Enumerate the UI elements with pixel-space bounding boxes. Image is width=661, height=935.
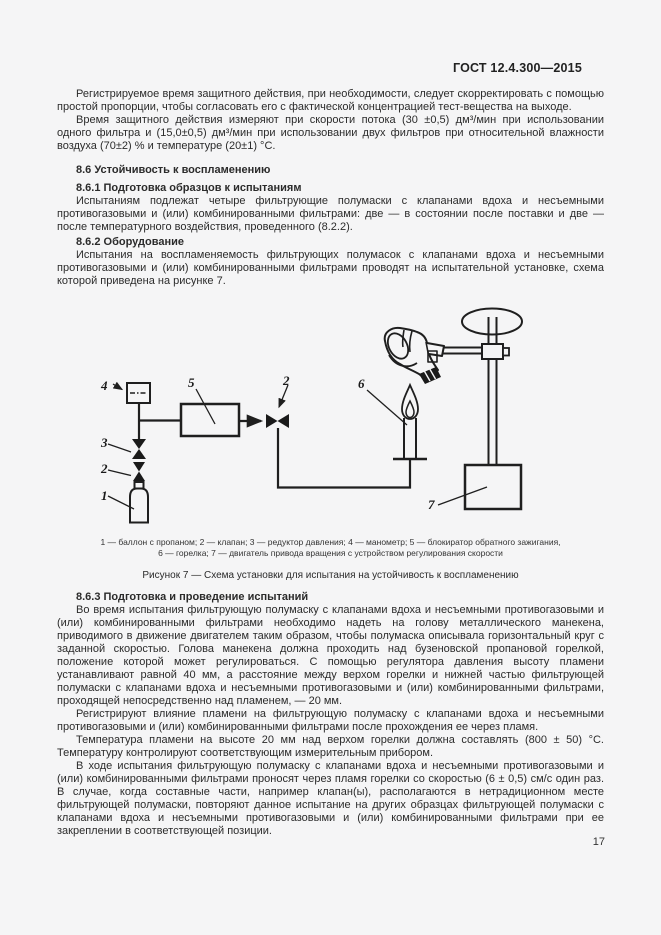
rotating-arm (443, 348, 482, 354)
figure-legend-line2: 6 — горелка; 7 — двигатель привода вращения с устройством регулирования скорости (158, 548, 503, 558)
figure-legend (57, 537, 604, 559)
figure-caption: Рисунок 7 — Схема установки для испытания на устойчивость к воспламенению (142, 570, 519, 581)
paragraph-test-procedure-3: В ходе испытания фильтрующую полумаску с клапанами вдоха и несъемными противогазовыми и (или) комбинированными фильтрами проносят через пламя горелки со скоростью (6 ± 0,5) см/с один раз. В случае, когда составные части, например клапан(ы), располагаются в нетрадиционном месте фильтрующей полумаски, повторяют данное испытание на других образцах фильтрующей полумаски с клапанами вдоха и несъемными противогазовыми и (или) комбинированными фильтрами при ее закреплении в соответствующей позиции. (57, 760, 604, 837)
pressure-reducer-symbol (132, 439, 146, 459)
paragraph-sample-preparation: Испытаниям подлежат четыре фильтрующие полумаски с клапанами вдоха и несъемными противогазовыми и (или) комбинированными фильтрами: две — в состоянии после поставки и две — после температурного воздействия, проведенного (8.2.2). (57, 195, 604, 233)
label-backfire-blocker: 5 (188, 375, 195, 390)
label-burner: 6 (358, 376, 365, 391)
paragraph-test-procedure-1: Во время испытания фильтрующую полумаску с клапанами вдоха и несъемными противогазовыми и (или) комбинированными фильтрами необходимо надеть на голову металлического манекена, приводимого в движение двигателем таким образом, чтобы полумаска описывала горизонтальный круг с заданной скоростью. Голова манекена должна проходить над бузеновской пропановой горелкой, положение которой может регулироваться. С помощью регулятора давления высоту пламени устанавливают равной 40 мм, а расстояние между верхом горелки и нижней частью фильтрующей полумаски с клапанами вдоха и несъемными противогазовыми и (или) комбинированными фильтрами, проходящей непосредственно над пламенем, — 20 мм. (57, 604, 604, 707)
half-mask-drawing (384, 328, 444, 384)
label-valve-left: 2 (101, 461, 108, 476)
valve-symbol-left (133, 462, 145, 481)
label-pressure-reducer: 3 (101, 435, 108, 450)
stand-shaft (489, 317, 497, 465)
paragraph-protective-time-correction: Регистрируемое время защитного действия, при необходимости, следует скорректировать с помощью простой пропорции, чтобы согласовать его с фактической концентрацией тест-вещества на выходе. (57, 88, 604, 113)
leader-lines (108, 384, 487, 509)
label-manometer: 4 (101, 378, 108, 393)
heading-8-6-1: 8.6.1 Подготовка образцов к испытаниям (76, 182, 302, 194)
label-valve-right: 2 (283, 373, 290, 388)
flammability-test-rig-diagram (95, 298, 545, 533)
figure-7 (57, 298, 604, 582)
figure-legend-line1: 1 — баллон с пропаном; 2 — клапан; 3 — редуктор давления; 4 — манометр; 5 — блокиратор обратного зажигания, (100, 537, 561, 547)
propane-cylinder (130, 482, 148, 523)
joint-nub (503, 348, 509, 356)
valve-symbol-right (266, 414, 289, 428)
manometer-symbol (127, 383, 150, 403)
heading-8-6-2: 8.6.2 Оборудование (76, 236, 184, 248)
page-number: 17 (592, 836, 605, 848)
paragraph-test-procedure-2: Регистрируют влияние пламени на фильтрующую полумаску с клапанами вдоха и несъемными противогазовыми и (или) комбинированными фильтрами после прохождения ее через пламя. (57, 708, 604, 733)
heading-8-6-3: 8.6.3 Подготовка и проведение испытаний (76, 591, 309, 603)
text-column (57, 88, 604, 838)
label-cylinder: 1 (101, 488, 108, 503)
paragraph-flame-temperature: Температура пламени на высоте 20 мм над верхом горелки должна составлять (800 ± 50) °С. Температуру контролируют соответствующим измерительным прибором. (57, 734, 604, 759)
standard-number-header: ГОСТ 12.4.300—2015 (452, 61, 582, 75)
burner-symbol (393, 385, 427, 459)
motor-box (465, 465, 521, 509)
rotation-joint-block (482, 344, 503, 359)
paragraph-flow-rate: Время защитного действия измеряют при скорости потока (30 ±0,5) дм³/мин при использовании одного фильтра и (15,0±0,5) дм³/мин при использовании двух фильтров при относительной влажности воздуха (70±2) % и температуре (20±1) °С. (57, 114, 604, 152)
gas-piping (139, 403, 410, 488)
rotation-path-ellipse (462, 309, 522, 335)
backfire-blocker-box (181, 404, 239, 436)
paragraph-equipment: Испытания на воспламеняемость фильтрующих полумасок с клапанами вдоха и несъемными противогазовыми и (или) комбинированными фильтрами проводят на испытательной установке, схема которой приведена на рисунке 7. (57, 249, 604, 287)
heading-8-6: 8.6 Устойчивость к воспламенению (76, 164, 271, 176)
label-motor: 7 (428, 497, 435, 512)
